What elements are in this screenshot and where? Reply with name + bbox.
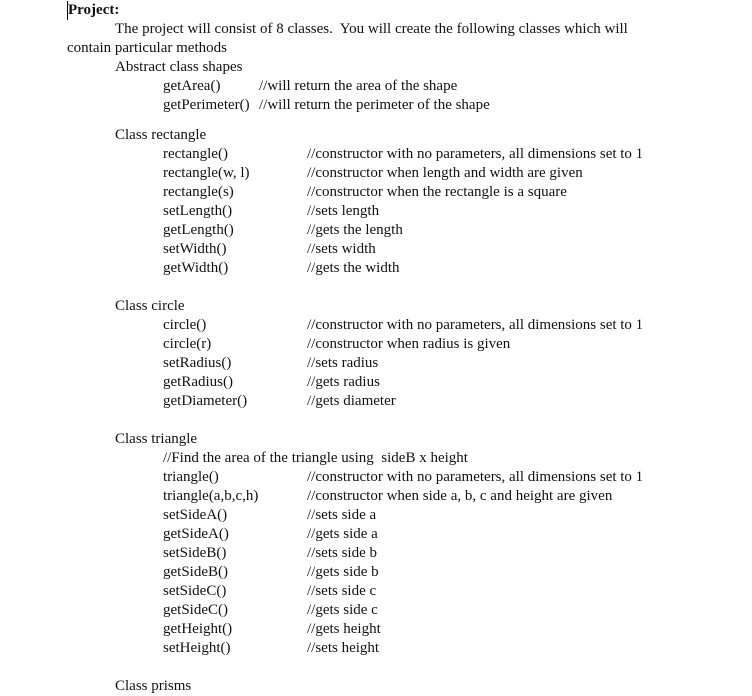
triangle-method: setSideB(): [163, 545, 227, 561]
intro-text-line-2: contain particular methods: [67, 40, 227, 56]
triangle-method: setSideA(): [163, 507, 228, 523]
triangle-method: getSideA(): [163, 526, 229, 542]
triangle-method: triangle(): [163, 469, 219, 485]
triangle-comment: //constructor when side a, b, c and height are given: [307, 488, 613, 504]
triangle-comment: //gets height: [307, 621, 381, 637]
rectangle-method: getWidth(): [163, 260, 229, 276]
circle-heading: Class circle: [115, 298, 185, 314]
triangle-comment: //gets side c: [307, 602, 378, 618]
triangle-note: //Find the area of the triangle using sideB x height: [163, 450, 468, 466]
triangle-comment: //constructor with no parameters, all dimensions set to 1: [307, 469, 644, 485]
triangle-comment: //gets side b: [307, 564, 379, 580]
circle-method: getDiameter(): [163, 393, 248, 409]
intro-text-line-1: The project will consist of 8 classes. You will create the following classes which will: [115, 21, 628, 37]
rectangle-comment: //gets the width: [307, 260, 400, 276]
circle-method: circle(r): [163, 336, 212, 352]
circle-method: circle(): [163, 317, 207, 333]
circle-comment: //gets diameter: [307, 393, 396, 409]
rectangle-heading: Class rectangle: [115, 127, 207, 143]
shapes-method-getarea: getArea(): [163, 78, 221, 94]
rectangle-comment: //constructor when length and width are given: [307, 165, 583, 181]
shapes-heading: Abstract class shapes: [115, 59, 243, 75]
triangle-comment: //sets side b: [307, 545, 377, 561]
triangle-heading: Class triangle: [115, 431, 198, 447]
shapes-comment-getperimeter: //will return the perimeter of the shape: [259, 97, 490, 113]
triangle-method: setSideC(): [163, 583, 227, 599]
triangle-method: getSideC(): [163, 602, 228, 618]
circle-comment: //gets radius: [307, 374, 380, 390]
triangle-method: getHeight(): [163, 621, 233, 637]
circle-method: setRadius(): [163, 355, 232, 371]
rectangle-comment: //sets width: [307, 241, 376, 257]
rectangle-comment: //gets the length: [307, 222, 403, 238]
circle-method: getRadius(): [163, 374, 233, 390]
circle-comment: //constructor when radius is given: [307, 336, 511, 352]
triangle-method: triangle(a,b,c,h): [163, 488, 259, 504]
triangle-comment: //sets height: [307, 640, 380, 656]
rectangle-method: rectangle(): [163, 146, 228, 162]
circle-comment: //constructor with no parameters, all dimensions set to 1: [307, 317, 644, 333]
triangle-method: setHeight(): [163, 640, 231, 656]
circle-comment: //sets radius: [307, 355, 379, 371]
rectangle-method: setWidth(): [163, 241, 227, 257]
shapes-method-getperimeter: getPerimeter(): [163, 97, 250, 113]
prisms-heading: Class prisms: [115, 678, 192, 694]
rectangle-method: getLength(): [163, 222, 234, 238]
triangle-comment: //sets side a: [307, 507, 377, 523]
triangle-comment: //gets side a: [307, 526, 378, 542]
rectangle-method: setLength(): [163, 203, 233, 219]
rectangle-comment: //constructor when the rectangle is a square: [307, 184, 567, 200]
rectangle-method: rectangle(w, l): [163, 165, 250, 181]
rectangle-comment: //sets length: [307, 203, 380, 219]
document-title: Project:: [68, 2, 120, 18]
shapes-comment-getarea: //will return the area of the shape: [259, 78, 458, 94]
rectangle-comment: //constructor with no parameters, all dimensions set to 1: [307, 146, 644, 162]
rectangle-method: rectangle(s): [163, 184, 234, 200]
triangle-comment: //sets side c: [307, 583, 377, 599]
triangle-method: getSideB(): [163, 564, 228, 580]
